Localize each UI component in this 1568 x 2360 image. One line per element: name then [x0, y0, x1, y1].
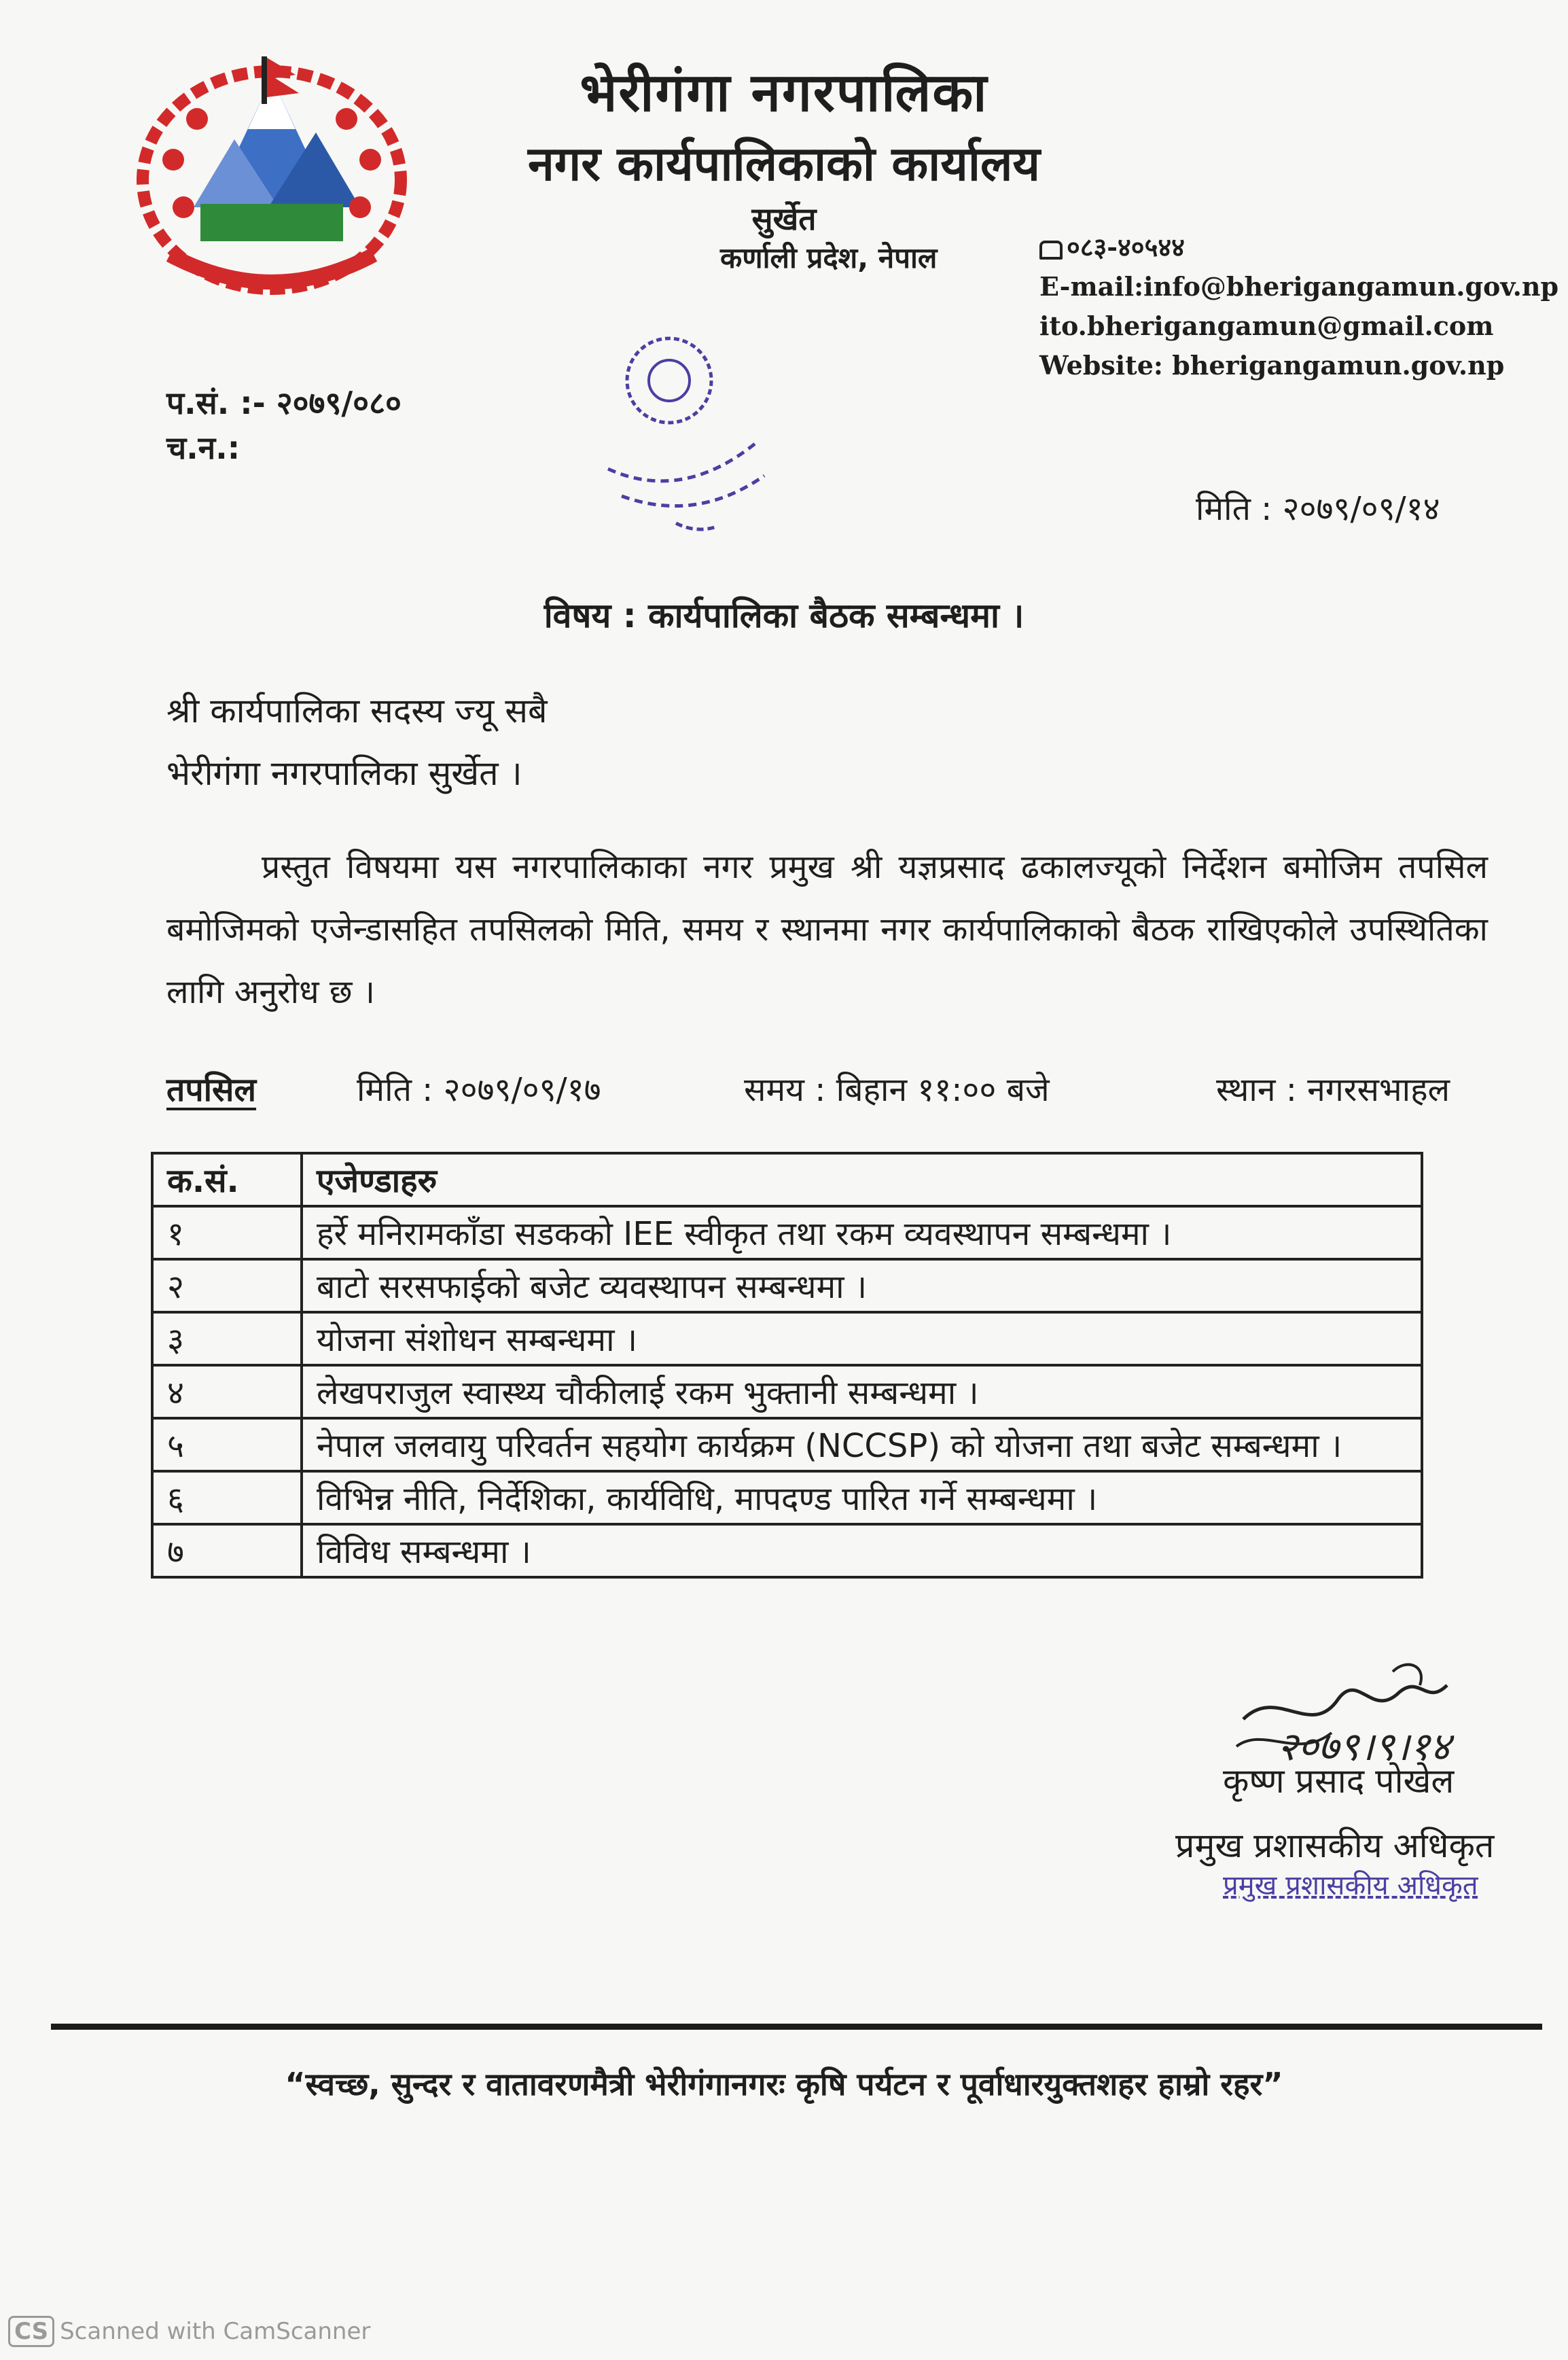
letter-subject: विषय : कार्यपालिका बैठक सम्बन्धमा । — [544, 596, 1024, 635]
table-row — [152, 1524, 1422, 1577]
agenda-item: हर्रे मनिरामकाँडा सडकको IEE स्वीकृत तथा रकम व्यवस्थापन सम्बन्धमा । — [302, 1206, 1422, 1259]
table-row — [152, 1206, 1422, 1259]
agenda-serial: ४ — [152, 1365, 302, 1418]
signer-title: प्रमुख प्रशासकीय अधिकृत — [1175, 1826, 1495, 1865]
table-row — [152, 1259, 1422, 1312]
addressee-block — [166, 680, 548, 805]
agenda-serial: ३ — [152, 1312, 302, 1365]
agenda-serial: ६ — [152, 1471, 302, 1524]
agenda-serial: ७ — [152, 1524, 302, 1577]
website-line: Website: bherigangamun.gov.np — [1039, 350, 1505, 381]
org-name: भेरीगंगा नगरपालिका — [580, 63, 988, 124]
scanner-watermark — [8, 2316, 370, 2347]
reference-block — [166, 381, 402, 470]
phone-line — [1039, 228, 1558, 267]
table-header-row — [152, 1153, 1422, 1206]
email-alt-line: ito.bherigangamun@gmail.com — [1039, 311, 1494, 341]
office-name: नगर कार्यपालिकाको कार्यालय — [527, 136, 1041, 192]
header-serial: क.सं. — [152, 1153, 302, 1206]
letter-date: मिति : २०७९/०९/१४ — [1196, 490, 1440, 528]
office-place: सुर्खेत — [751, 200, 817, 237]
addressee-line-2: भेरीगंगा नगरपालिका सुर्खेत । — [166, 754, 522, 793]
phone-number: ०८३-४०५४४ — [1067, 232, 1185, 262]
table-row — [152, 1418, 1422, 1471]
addressee-line-1: श्री कार्यपालिका सदस्य ज्यू सबै — [166, 691, 548, 730]
agenda-table — [151, 1152, 1423, 1579]
header-agenda: एजेण्डाहरु — [302, 1153, 1422, 1206]
agenda-item: विविध सम्बन्धमा । — [302, 1524, 1422, 1577]
watermark-text: Scanned with CamScanner — [60, 2318, 371, 2345]
agenda-item: विभिन्न नीति, निर्देशिका, कार्यविधि, मापदण्ड पारित गर्ने सम्बन्धमा । — [302, 1471, 1422, 1524]
schedule-label: तपसिल — [166, 1071, 257, 1109]
table-row — [152, 1471, 1422, 1524]
table-row — [152, 1312, 1422, 1365]
meeting-venue: स्थान : नगरसभाहल — [1216, 1071, 1450, 1109]
phone-icon — [1039, 241, 1063, 260]
agenda-serial: २ — [152, 1259, 302, 1312]
agenda-item: नेपाल जलवायु परिवर्तन सहयोग कार्यक्रम (NCCSP) को योजना तथा बजेट सम्बन्धमा । — [302, 1418, 1422, 1471]
table-row — [152, 1365, 1422, 1418]
agenda-item: लेखपराजुल स्वास्थ्य चौकीलाई रकम भुक्तानी सम्बन्धमा । — [302, 1365, 1422, 1418]
camscanner-logo-icon: CS — [8, 2316, 54, 2347]
agenda-item: बाटो सरसफाईको बजेट व्यवस्थापन सम्बन्धमा । — [302, 1259, 1422, 1312]
footer-slogan: “स्वच्छ, सुन्दर र वातावरणमैत्री भेरीगंगानगरः कृषि पर्यटन र पूर्वाधारयुक्तशहर हाम्रो रहर” — [285, 2066, 1283, 2102]
fiscal-year-ref: प.सं. :- २०७९/०८० — [166, 385, 402, 421]
office-seal-stamp — [581, 326, 785, 550]
meeting-time: समय : बिहान ११:०० बजे — [744, 1071, 1050, 1109]
letter-body: प्रस्तुत विषयमा यस नगरपालिकाका नगर प्रमुख श्री यज्ञप्रसाद ढकालज्यूको निर्देशन बमोजिम तपसिल बमोजिमको एजेन्डासहित तपसिलको मिति, समय र स्थानमा नगर कार्यपालिकाको बैठक राखिएकोले उपस्थितिका लागि अनुरोध छ । — [166, 848, 1488, 1011]
agenda-item: योजना संशोधन सम्बन्धमा । — [302, 1312, 1422, 1365]
designation-stamp: प्रमुख प्रशासकीय अधिकृत — [1223, 1870, 1478, 1901]
email-line: E-mail:info@bherigangamun.gov.np — [1039, 271, 1559, 302]
dispatch-number: च.न.: — [166, 429, 240, 466]
province-country: कर्णाली प्रदेश, नेपाल — [720, 241, 938, 275]
contact-block — [1039, 228, 1558, 385]
signature-date: २०७९।९।१४ — [1277, 1723, 1451, 1769]
footer-divider — [51, 2024, 1542, 2030]
meeting-date: मिति : २०७९/०९/१७ — [357, 1071, 601, 1109]
agenda-serial: १ — [152, 1206, 302, 1259]
agenda-serial: ५ — [152, 1418, 302, 1471]
signer-name: कृष्ण प्रसाद पोखेल — [1223, 1761, 1455, 1801]
